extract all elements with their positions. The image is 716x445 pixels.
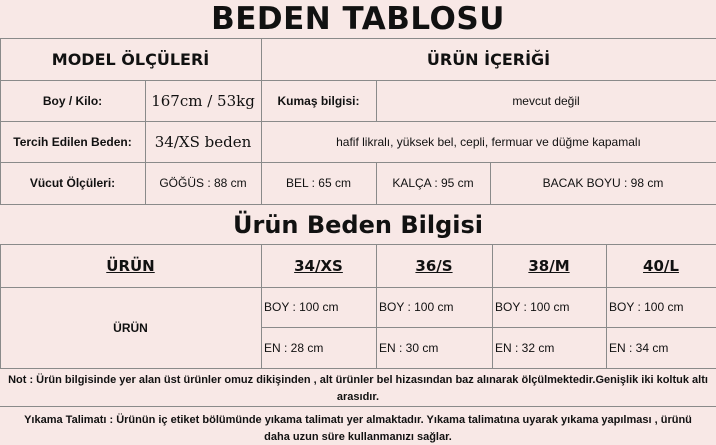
product-header: ÜRÜN İÇERİĞİ: [426, 49, 551, 69]
size-col-header: ÜRÜN: [106, 256, 155, 275]
tercih-value: 34/XS beden: [154, 132, 252, 151]
boy-40l: BOY : 100 cm: [609, 300, 684, 314]
table-rule: [0, 204, 716, 205]
en-40l: EN : 34 cm: [609, 340, 669, 355]
en-34xs: EN : 28 cm: [264, 340, 324, 355]
kumas-label: Kumaş bilgisi:: [277, 93, 360, 108]
tercih-label: Tercih Edilen Beden:: [13, 134, 132, 149]
table-rule: [0, 368, 716, 369]
gogus-value: GÖĞÜS : 88 cm: [159, 176, 247, 190]
product-features: hafif likralı, yüksek bel, cepli, fermuar ve düğme kapamalı: [336, 134, 641, 149]
wash-line-2: daha uzun süre kullanmanızı sağlar.: [264, 431, 452, 443]
bacak-value: BACAK BOYU : 98 cm: [542, 176, 664, 190]
en-36s: EN : 30 cm: [379, 340, 439, 355]
boy-34xs: BOY : 100 cm: [264, 300, 339, 314]
size-section-title: Ürün Beden Bilgisi: [233, 211, 483, 239]
kalca-value: KALÇA : 95 cm: [392, 176, 474, 190]
size-header-34xs: 34/XS: [294, 256, 343, 275]
wash-line-1: Yıkama Talimatı : Ürünün iç etiket bölümünde yıkama talimatı yer almaktadır. Yıkama talimatına uyarak yıkama yapılması , ürünü: [24, 414, 692, 426]
size-header-36s: 36/S: [415, 256, 453, 275]
size-header-40l: 40/L: [643, 256, 679, 275]
size-row-label: ÜRÜN: [113, 320, 148, 335]
boy-38m: BOY : 100 cm: [495, 300, 570, 314]
vucut-label: Vücut Ölçüleri:: [29, 176, 116, 190]
page-title: BEDEN TABLOSU: [211, 1, 505, 37]
table-rule: [0, 406, 716, 407]
note-line-1: Not : Ürün bilgisinde yer alan üst ürünler omuz dikişinden , alt ürünler bel hizasından baz alınarak ölçülmektedir.Genişlik iki koltuk altı: [8, 374, 708, 386]
model-header: MODEL ÖLÇÜLERİ: [51, 49, 210, 69]
kumas-value: mevcut değil: [512, 93, 580, 108]
bel-value: BEL : 65 cm: [286, 176, 351, 190]
boy-kilo-value: 167cm / 53kg: [151, 91, 255, 110]
boy-kilo-label: Boy / Kilo:: [42, 93, 103, 108]
en-38m: EN : 32 cm: [495, 340, 555, 355]
note-line-2: arasıdır.: [336, 391, 380, 403]
boy-36s: BOY : 100 cm: [379, 300, 454, 314]
size-header-38m: 38/M: [528, 256, 570, 275]
